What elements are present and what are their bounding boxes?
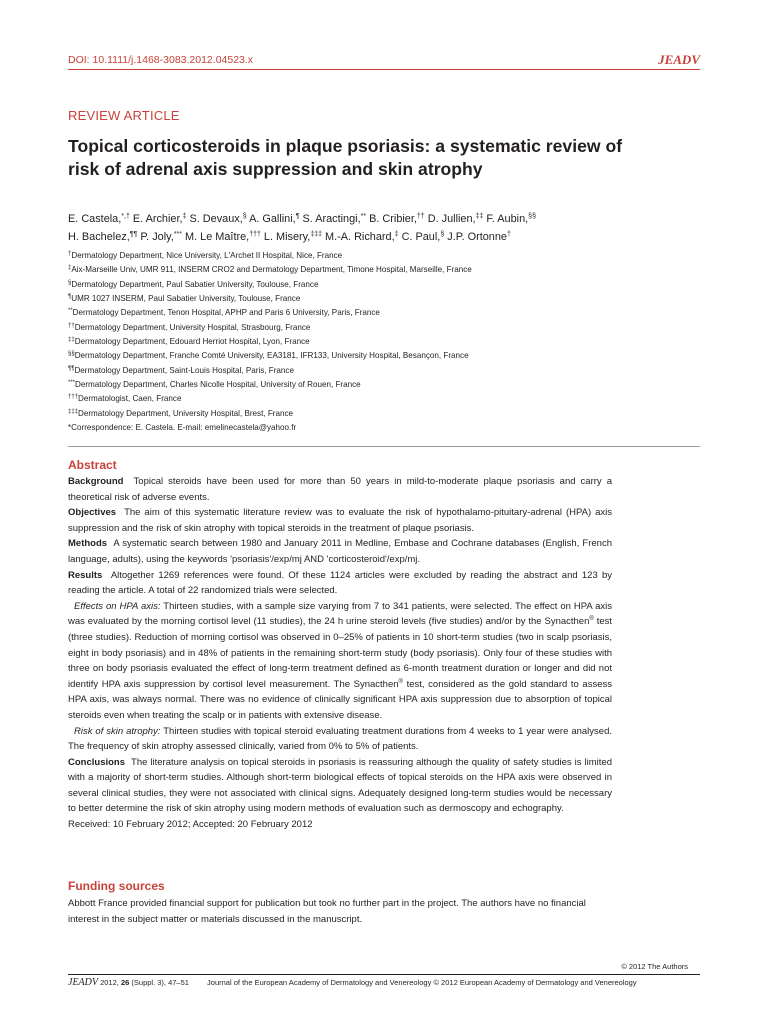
abstract-skin-atrophy: Risk of skin atrophy: Thirteen studies with topical steroid evaluating treatment durations from 4 weeks to 1 year were analysed. The frequency of skin atrophy assessed clinically, varied from 0% to 5% of patients. — [68, 725, 612, 753]
affiliation: §Dermatology Department, Paul Sabatier University, Toulouse, France — [68, 279, 319, 289]
author: S. Devaux,§ — [189, 213, 247, 225]
footer-journal-full: Journal of the European Academy of Dermatology and Venereology © 2012 European Academy of Dermatology and Venereology — [207, 978, 637, 987]
section-rule — [68, 446, 700, 447]
author: H. Bachelez,¶¶ — [68, 230, 138, 243]
author: E. Archier,‡ — [132, 213, 187, 225]
author: J.P. Ortonne† — [447, 230, 511, 243]
affiliation: †††Dermatologist, Caen, France — [68, 394, 182, 404]
abstract-methods: Methods A systematic search between 1980 and January 2011 in Medline, Embase and Cochrane databases (English, French language, adults), using the keywords 'psoriasis'/exp/mj AND 'corticosteroid'/exp/mj. — [68, 538, 612, 565]
funding-heading: Funding sources — [68, 879, 165, 893]
affiliation: ††Dermatology Department, University Hospital, Strasbourg, France — [68, 322, 311, 332]
author: D. Jullien,‡‡ — [427, 213, 484, 225]
affiliation: ‡‡Dermatology Department, Edouard Herriot Hospital, Lyon, France — [68, 337, 310, 347]
page-footer — [68, 977, 700, 988]
affiliation: †Dermatology Department, Nice University, L'Archet II Hospital, Nice, France — [68, 251, 343, 260]
author: M.-A. Richard,‡ — [325, 230, 399, 243]
abstract-hpa-effects: Effects on HPA axis: Thirteen studies, with a sample size varying from 7 to 341 patients, were selected. The effect on HPA axis was evaluated by the morning cortisol level (11 studies), the 24 h urine steroid levels (five studies) and/or by the Synacthen® test (three studies). Reduction of morning cortisol was observed in 0–25% of patients in 10 short-term studies (two in scalp psoriasis, eight in body psoriasis) and in 48% of patients in the remaining short-term study (body psoriasis). Only four of these studies with three on body psoriasis evaluated the effect of long-term treatment defined as 6-month treatment duration or longer and did not identify HPA axis suppression by cortisol level measurement. The Synacthen® test, considered as the gold standard to assess HPA axis, was always normal. There was no evidence of clinically significant HPA axis suppression due to absorption of topical steroids even when treating the scalp or in patients with extensive disease. — [68, 600, 613, 721]
author-line — [68, 229, 708, 247]
author: L. Misery,‡‡‡ — [263, 230, 322, 243]
copyright: © 2012 The Authors — [621, 962, 688, 971]
author: C. Paul,§ — [401, 230, 445, 243]
author-line — [68, 211, 708, 229]
footer-issue-pages: (Suppl. 3), 47–51 — [131, 978, 189, 987]
author: P. Joly,*** — [140, 230, 182, 243]
journal-name: JEADV — [658, 52, 700, 67]
abstract-results: Results Altogether 1269 references were found. Of these 1124 articles were excluded by reading the abstract and 123 by reading the article. A total of 22 randomized trials were selected. — [68, 569, 612, 597]
article-title: Topical corticosteroids in plaque psoriasis: a systematic review of risk of adrenal axis suppression and skin atrophy — [68, 136, 623, 179]
author: E. Castela,*,† — [68, 213, 130, 225]
affiliation: ‡Aix-Marseille Univ, UMR 911, INSERM CRO2 and Dermatology Department, Timone Hospital, Marseille, France — [68, 265, 472, 275]
abstract-objectives: Objectives The aim of this systematic literature review was to evaluate the risk of hypothalamo-pituitary-adrenal (HPA) axis suppression and the risk of skin atrophy with topical steroids in the treatment of plaque psoriasis. — [68, 507, 613, 534]
footer-year: 2012, — [100, 978, 119, 987]
received-dates: Received: 10 February 2012; Accepted: 20 February 2012 — [68, 819, 313, 831]
abstract-body — [68, 474, 612, 833]
affiliation: §§Dermatology Department, Franche Comté University, EA3181, IFR133, University Hospital, Besançon, France — [68, 351, 469, 361]
affiliation: ¶¶Dermatology Department, Saint-Louis Hospital, Paris, France — [68, 365, 294, 375]
funding-text: Abbott France provided financial support for publication but took no further part in the project. The authors have no financial interest in the subject matter or materials discussed in the manuscript. — [68, 898, 586, 925]
affiliation: ‡‡‡Dermatology Department, University Hospital, Brest, France — [68, 408, 294, 418]
author: A. Gallini,¶ — [249, 213, 300, 225]
correspondence[interactable]: *Correspondence: E. Castela. E-mail: emelinecastela@yahoo.fr — [68, 423, 297, 433]
header-rule — [68, 69, 700, 70]
affiliation: **Dermatology Department, Tenon Hospital, APHP and Paris 6 University, Paris, France — [68, 308, 380, 318]
affiliation-list — [68, 249, 708, 435]
footer-volume: 26 — [120, 978, 130, 987]
author: F. Aubin,§§ — [486, 213, 536, 225]
affiliation: ¶UMR 1027 INSERM, Paul Sabatier University, Toulouse, France — [68, 294, 301, 304]
footer-rule — [68, 974, 700, 975]
article-type: REVIEW ARTICLE — [68, 108, 180, 123]
author: B. Cribier,†† — [369, 213, 425, 225]
footer-journal-abbrev: JEADV — [68, 977, 98, 988]
abstract-conclusions: Conclusions The literature analysis on topical steroids in psoriasis is reassuring although the quality of safety studies is limited with a majority of short-term studies. Although short-term biological effects of topical steroids on the HPA axis were observed in several clinical studies, they were not associated with clinical signs. Adequately designed long-term studies would be necessary to better determine the risk of skin atrophy using modern methods of evaluation such as dermoscopy and echography. — [68, 756, 612, 815]
abstract-heading: Abstract — [68, 458, 117, 472]
author: S. Aractingi,** — [302, 213, 367, 225]
author: M. Le Maître,††† — [185, 230, 261, 243]
abstract-background: Background Topical steroids have been used for more than 50 years in mild-to-moderate plaque psoriasis and carry a theoretical risk of adverse events. — [68, 476, 613, 503]
author-list — [68, 211, 708, 246]
doi-link[interactable]: DOI: 10.1111/j.1468-3083.2012.04523.x — [68, 54, 254, 66]
affiliation: ***Dermatology Department, Charles Nicolle Hospital, University of Rouen, France — [68, 380, 361, 390]
